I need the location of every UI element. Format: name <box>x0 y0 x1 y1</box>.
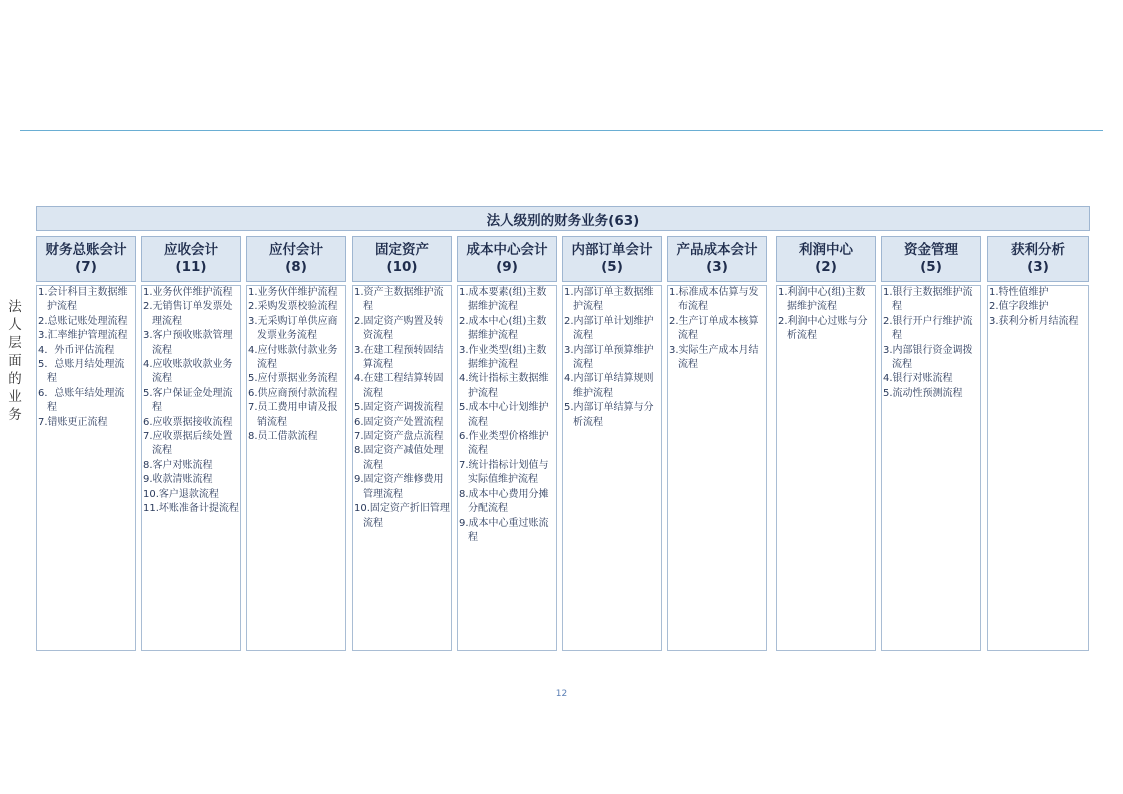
column-title: 财务总账会计 <box>45 242 127 258</box>
process-item: 1.业务伙伴维护流程 <box>143 287 233 298</box>
column-count: (10) <box>386 259 418 275</box>
column-process-list <box>457 285 557 651</box>
process-item: 9.固定资产维修费用管理流程 <box>354 474 444 500</box>
column-process-list <box>776 285 876 651</box>
process-item: 3.汇率维护管理流程 <box>38 330 128 342</box>
process-item: 2.成本中心(组)主数据维护流程 <box>459 315 547 342</box>
process-item: 4．外币评估流程 <box>38 344 115 356</box>
column-title: 产品成本会计 <box>676 242 758 258</box>
top-divider <box>20 130 1103 131</box>
process-item: 3.内部订单预算维护流程 <box>564 344 654 371</box>
process-item: 2.值字段维护 <box>989 301 1049 313</box>
process-item: 3.作业类型(组)主数据维护流程 <box>459 344 547 371</box>
process-item: 1.成本要素(组)主数据维护流程 <box>459 287 547 313</box>
process-item: 1.会计科目主数据维护流程 <box>38 287 128 313</box>
process-item: 1.内部订单主数据维护流程 <box>564 287 654 313</box>
process-item: 2.内部订单计划维护流程 <box>564 315 654 342</box>
process-item: 11.坏账准备计提流程 <box>143 503 239 515</box>
process-item: 5.固定资产调拨流程 <box>354 402 444 414</box>
process-item: 3.无采购订单供应商发票业务流程 <box>248 315 338 342</box>
process-item: 1.特性值维护 <box>989 287 1049 298</box>
column-count: (2) <box>815 259 837 275</box>
column-process-list <box>141 285 241 651</box>
column-title: 固定资产 <box>375 242 429 258</box>
process-item: 10.固定资产折旧管理流程 <box>354 503 450 529</box>
process-item: 4.应收账款收款业务流程 <box>143 359 233 385</box>
process-item: 4.应付账款付款业务流程 <box>248 344 338 371</box>
process-item: 7.错账更正流程 <box>38 416 108 428</box>
column-header <box>667 236 767 282</box>
column-process-list <box>987 285 1089 651</box>
process-item: 4.银行对账流程 <box>883 373 953 385</box>
process-item: 10.客户退款流程 <box>143 488 219 500</box>
process-item: 3.在建工程预转固结算流程 <box>354 344 444 371</box>
column-process-list <box>667 285 767 651</box>
process-item: 5.流动性预测流程 <box>883 387 963 399</box>
column-count: (7) <box>75 259 97 275</box>
process-item: 1.资产主数据维护流程 <box>354 287 444 313</box>
column-header <box>881 236 981 282</box>
section-banner: 法人级别的财务业务(63) <box>36 206 1090 231</box>
column-title: 资金管理 <box>904 242 958 258</box>
column-process-list <box>36 285 136 651</box>
process-item: 2.固定资产购置及转资流程 <box>354 315 444 342</box>
column-header <box>987 236 1089 282</box>
column-title: 内部订单会计 <box>571 242 653 258</box>
column-header <box>352 236 452 282</box>
process-item: 3.实际生产成本月结流程 <box>669 344 759 371</box>
process-item: 8.客户对账流程 <box>143 459 213 471</box>
process-item: 6.供应商预付款流程 <box>248 387 338 399</box>
column-header <box>562 236 662 282</box>
process-item: 1.利润中心(组)主数据维护流程 <box>778 287 866 313</box>
column-header <box>141 236 241 282</box>
column-title: 应收会计 <box>164 242 218 258</box>
column-count: (3) <box>706 259 728 275</box>
column-count: (11) <box>175 259 207 275</box>
process-item: 1.标准成本估算与发布流程 <box>669 287 759 313</box>
process-item: 7.应收票据后续处置流程 <box>143 431 233 457</box>
process-item: 6．总账年结处理流程 <box>38 387 125 414</box>
column-title: 获利分析 <box>1011 242 1065 258</box>
column-header <box>457 236 557 282</box>
process-item: 2.采购发票校验流程 <box>248 301 338 313</box>
process-item: 8.固定资产减值处理流程 <box>354 445 444 471</box>
process-item: 2.利润中心过账与分析流程 <box>778 315 868 342</box>
side-label: 法人层面的业务 <box>8 299 22 423</box>
page-number: 12 <box>555 689 568 699</box>
column-header <box>776 236 876 282</box>
column-process-list <box>352 285 452 651</box>
column-title: 成本中心会计 <box>466 242 548 258</box>
process-item: 4.在建工程结算转固流程 <box>354 373 444 399</box>
process-item: 3.客户预收账款管理流程 <box>143 330 233 356</box>
process-item: 1.业务伙伴维护流程 <box>248 287 338 298</box>
process-item: 3.内部银行资金调拨流程 <box>883 344 973 371</box>
process-item: 5.客户保证金处理流程 <box>143 387 233 414</box>
column-header <box>246 236 346 282</box>
column-count: (9) <box>496 259 518 275</box>
process-item: 2.无销售订单发票处理流程 <box>143 301 233 327</box>
process-item: 9.成本中心重过账流程 <box>459 517 549 543</box>
process-item: 6.应收票据接收流程 <box>143 416 233 428</box>
process-item: 4.统计指标主数据维护流程 <box>459 373 549 399</box>
process-item: 2.生产订单成本核算流程 <box>669 315 759 342</box>
process-item: 8.成本中心费用分摊分配流程 <box>459 488 549 515</box>
process-item: 5.成本中心计划维护流程 <box>459 402 549 428</box>
process-item: 9.收款清账流程 <box>143 474 213 486</box>
process-item: 4.内部订单结算规则维护流程 <box>564 373 654 399</box>
process-item: 7.员工费用申请及报销流程 <box>248 402 338 428</box>
column-header <box>36 236 136 282</box>
column-process-list <box>881 285 981 651</box>
column-process-list <box>562 285 662 651</box>
column-process-list <box>246 285 346 651</box>
process-item: 6.固定资产处置流程 <box>354 416 444 428</box>
process-item: 6.作业类型价格维护流程 <box>459 431 549 457</box>
process-item: 5．总账月结处理流程 <box>38 359 125 385</box>
process-item: 2.银行开户行维护流程 <box>883 315 973 342</box>
column-count: (3) <box>1027 259 1049 275</box>
process-item: 7.固定资产盘点流程 <box>354 431 444 443</box>
column-title: 应付会计 <box>269 242 323 258</box>
column-count: (8) <box>285 259 307 275</box>
process-item: 5.内部订单结算与分析流程 <box>564 402 654 428</box>
process-item: 2.总账记账处理流程 <box>38 315 128 327</box>
column-title: 利润中心 <box>799 242 853 258</box>
process-item: 7.统计指标计划值与实际值维护流程 <box>459 459 549 486</box>
column-count: (5) <box>601 259 623 275</box>
process-item: 8.员工借款流程 <box>248 431 318 443</box>
process-item: 5.应付票据业务流程 <box>248 373 338 385</box>
process-item: 1.银行主数据维护流程 <box>883 287 973 313</box>
column-count: (5) <box>920 259 942 275</box>
process-item: 3.获利分析月结流程 <box>989 315 1079 327</box>
